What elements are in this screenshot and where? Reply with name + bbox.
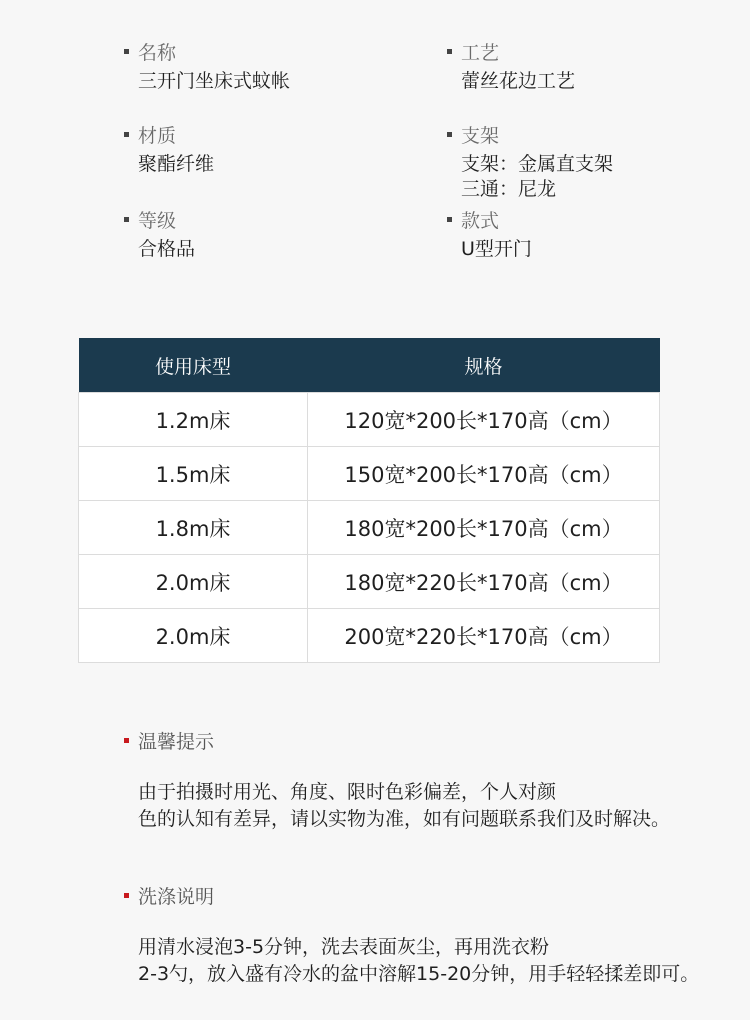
bullet-icon xyxy=(124,217,129,222)
cell-bed-type: 1.5m床 xyxy=(79,447,308,501)
cell-spec: 120宽*200长*170高（cm） xyxy=(308,393,660,447)
attr-value-line: 支架：金属直支架 xyxy=(461,153,614,175)
tips-line: 色的认知有差异，请以实物为准，如有问题联系我们及时解决。 xyxy=(138,808,671,830)
cell-bed-type: 2.0m床 xyxy=(79,609,308,663)
attr-label: 等级 xyxy=(138,209,177,232)
tips-line: 由于拍摄时用光、角度、限时色彩偏差，个人对颜 xyxy=(138,781,557,803)
cell-bed-type: 1.2m床 xyxy=(79,393,308,447)
washing-line: 2-3勺，放入盛有冷水的盆中溶解15-20分钟，用手轻轻揉差即可。 xyxy=(138,963,700,985)
attr-value: 合格品 xyxy=(138,238,196,260)
attr-value-line: 三通：尼龙 xyxy=(461,178,557,200)
bullet-icon xyxy=(124,738,129,743)
bullet-icon xyxy=(447,132,452,137)
cell-spec: 180宽*200长*170高（cm） xyxy=(308,501,660,555)
washing-body xyxy=(138,934,724,988)
attr-value: 聚酯纤维 xyxy=(138,153,215,175)
attr-label: 名称 xyxy=(138,41,177,64)
washing-section xyxy=(124,882,724,988)
attr-name xyxy=(124,38,424,94)
cell-spec: 180宽*220长*170高（cm） xyxy=(308,555,660,609)
table-row xyxy=(79,555,660,609)
attr-support xyxy=(447,121,747,202)
attr-value: 蕾丝花边工艺 xyxy=(461,70,576,92)
attr-craft xyxy=(447,38,747,94)
spec-table xyxy=(78,338,660,663)
cell-spec: 150宽*200长*170高（cm） xyxy=(308,447,660,501)
bullet-icon xyxy=(124,49,129,54)
attr-label: 工艺 xyxy=(461,41,500,64)
header-spec: 规格 xyxy=(308,338,660,393)
attr-label: 材质 xyxy=(138,124,177,147)
table-header-row xyxy=(79,338,660,393)
attr-value: 三开门坐床式蚊帐 xyxy=(138,70,291,92)
attr-label: 支架 xyxy=(461,124,500,147)
bullet-icon xyxy=(447,217,452,222)
attr-label: 款式 xyxy=(461,209,500,232)
tips-title: 温馨提示 xyxy=(138,730,215,753)
cell-bed-type: 1.8m床 xyxy=(79,501,308,555)
table-row xyxy=(79,501,660,555)
cell-spec: 200宽*220长*170高（cm） xyxy=(308,609,660,663)
bullet-icon xyxy=(124,132,129,137)
washing-line: 用清水浸泡3-5分钟，洗去表面灰尘，再用洗衣粉 xyxy=(138,936,550,958)
bullet-icon xyxy=(124,893,129,898)
tips-body xyxy=(138,779,724,833)
table-row xyxy=(79,447,660,501)
tips-section xyxy=(124,727,724,833)
attr-grade xyxy=(124,206,424,262)
attr-value xyxy=(461,152,747,202)
attr-style xyxy=(447,206,747,262)
header-bed-type: 使用床型 xyxy=(79,338,308,393)
attr-value: U型开门 xyxy=(461,238,532,260)
table-row xyxy=(79,609,660,663)
cell-bed-type: 2.0m床 xyxy=(79,555,308,609)
bullet-icon xyxy=(447,49,452,54)
attr-material xyxy=(124,121,424,177)
washing-title: 洗涤说明 xyxy=(138,885,215,908)
table-row xyxy=(79,393,660,447)
